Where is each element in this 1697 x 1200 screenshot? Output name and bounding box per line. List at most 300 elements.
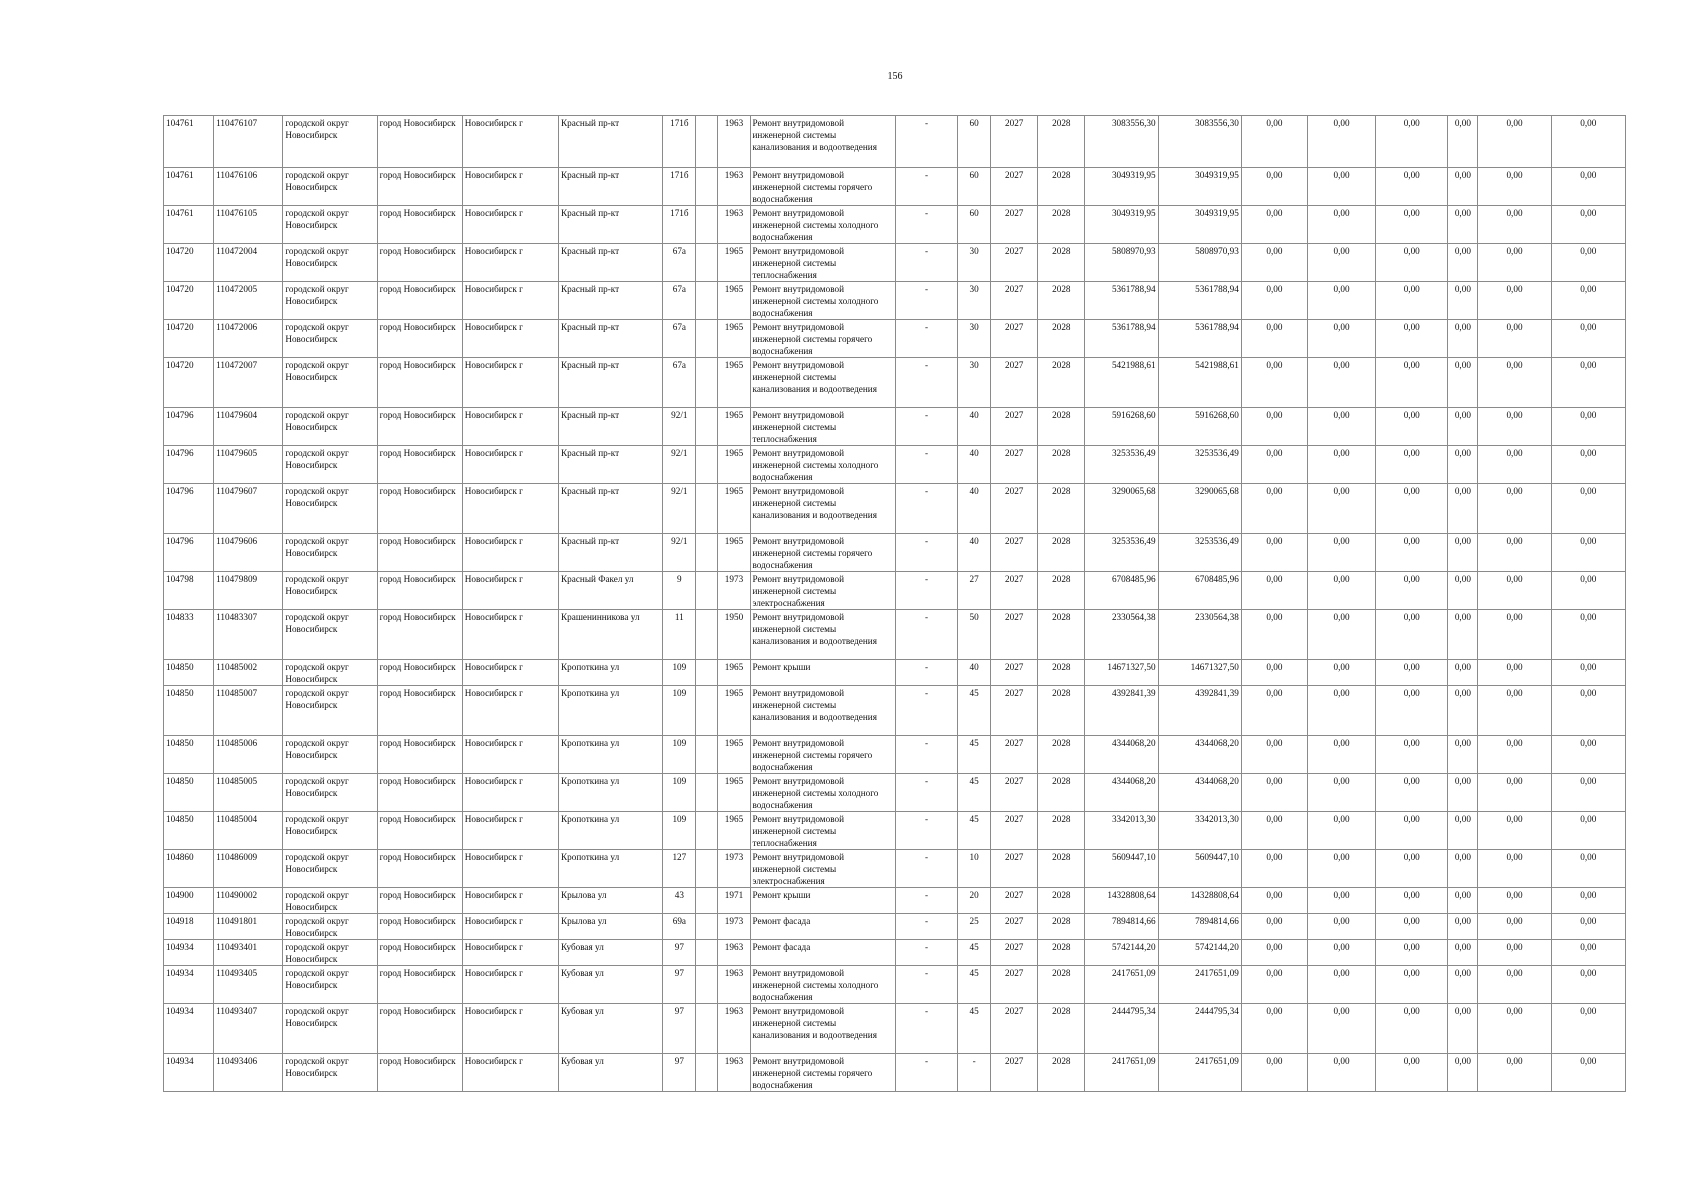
street: Красный пр-кт [559, 244, 663, 282]
dash-cell: - [895, 1004, 957, 1054]
value-1: 0,00 [1241, 888, 1307, 914]
value-6: 0,00 [1551, 244, 1625, 282]
wear-percent: 40 [958, 446, 991, 484]
value-4: 0,00 [1448, 534, 1478, 572]
district: городской округ Новосибирск [283, 966, 377, 1004]
wear-percent: 30 [958, 320, 991, 358]
wear-percent: 30 [958, 358, 991, 408]
build-year: 1965 [718, 282, 750, 320]
build-year: 1973 [718, 914, 750, 940]
house-number: 67а [663, 244, 696, 282]
value-5: 0,00 [1478, 914, 1551, 940]
house-number: 171б [663, 206, 696, 244]
value-5: 0,00 [1478, 244, 1551, 282]
value-1: 0,00 [1241, 966, 1307, 1004]
value-6: 0,00 [1551, 888, 1625, 914]
settlement: город Новосибирск [377, 774, 462, 812]
start-year: 2027 [991, 282, 1038, 320]
value-6: 0,00 [1551, 940, 1625, 966]
wear-percent: 40 [958, 408, 991, 446]
city: Новосибирск г [462, 484, 558, 534]
row-id: 104934 [164, 1004, 214, 1054]
settlement: город Новосибирск [377, 484, 462, 534]
value-6: 0,00 [1551, 812, 1625, 850]
value-5: 0,00 [1478, 446, 1551, 484]
value-1: 0,00 [1241, 484, 1307, 534]
row-id: 104934 [164, 966, 214, 1004]
row-id: 104796 [164, 408, 214, 446]
street: Кропоткина ул [559, 850, 663, 888]
table-row [164, 1004, 1626, 1054]
empty-cell [696, 774, 718, 812]
work-type: Ремонт внутридомовой инженерной системы горячего водоснабжения [750, 1054, 895, 1092]
start-year: 2027 [991, 812, 1038, 850]
value-4: 0,00 [1448, 1004, 1478, 1054]
dash-cell: - [895, 686, 957, 736]
row-id: 104796 [164, 446, 214, 484]
city: Новосибирск г [462, 282, 558, 320]
build-year: 1963 [718, 1054, 750, 1092]
build-year: 1963 [718, 168, 750, 206]
district: городской округ Новосибирск [283, 484, 377, 534]
build-year: 1965 [718, 244, 750, 282]
amount-cost: 4344068,20 [1158, 774, 1241, 812]
build-year: 1965 [718, 446, 750, 484]
empty-cell [696, 206, 718, 244]
city: Новосибирск г [462, 888, 558, 914]
settlement: город Новосибирск [377, 1004, 462, 1054]
district: городской округ Новосибирск [283, 408, 377, 446]
work-code: 110483307 [214, 610, 283, 660]
total-cost: 4344068,20 [1085, 774, 1158, 812]
end-year: 2028 [1038, 572, 1085, 610]
district: городской округ Новосибирск [283, 534, 377, 572]
value-2: 0,00 [1307, 282, 1375, 320]
value-5: 0,00 [1478, 484, 1551, 534]
build-year: 1965 [718, 358, 750, 408]
table-row [164, 812, 1626, 850]
build-year: 1963 [718, 1004, 750, 1054]
value-3: 0,00 [1376, 660, 1448, 686]
value-1: 0,00 [1241, 572, 1307, 610]
start-year: 2027 [991, 610, 1038, 660]
start-year: 2027 [991, 358, 1038, 408]
value-3: 0,00 [1376, 484, 1448, 534]
total-cost: 14328808,64 [1085, 888, 1158, 914]
value-5: 0,00 [1478, 850, 1551, 888]
value-1: 0,00 [1241, 660, 1307, 686]
work-type: Ремонт внутридомовой инженерной системы канализования и водоотведения [750, 686, 895, 736]
start-year: 2027 [991, 736, 1038, 774]
table-row [164, 168, 1626, 206]
table-row [164, 244, 1626, 282]
amount-cost: 4344068,20 [1158, 736, 1241, 774]
settlement: город Новосибирск [377, 888, 462, 914]
value-2: 0,00 [1307, 206, 1375, 244]
total-cost: 2330564,38 [1085, 610, 1158, 660]
total-cost: 5808970,93 [1085, 244, 1158, 282]
value-3: 0,00 [1376, 206, 1448, 244]
wear-percent: 40 [958, 484, 991, 534]
wear-percent: 60 [958, 116, 991, 168]
value-2: 0,00 [1307, 610, 1375, 660]
work-code: 110479605 [214, 446, 283, 484]
empty-cell [696, 244, 718, 282]
value-2: 0,00 [1307, 1004, 1375, 1054]
wear-percent: 45 [958, 736, 991, 774]
value-3: 0,00 [1376, 888, 1448, 914]
wear-percent: 45 [958, 774, 991, 812]
work-type: Ремонт внутридомовой инженерной системы холодного водоснабжения [750, 446, 895, 484]
row-id: 104850 [164, 774, 214, 812]
end-year: 2028 [1038, 358, 1085, 408]
value-3: 0,00 [1376, 446, 1448, 484]
row-id: 104720 [164, 320, 214, 358]
work-type: Ремонт внутридомовой инженерной системы горячего водоснабжения [750, 168, 895, 206]
value-6: 0,00 [1551, 484, 1625, 534]
build-year: 1950 [718, 610, 750, 660]
build-year: 1971 [718, 888, 750, 914]
repair-register-table [163, 115, 1626, 1092]
start-year: 2027 [991, 244, 1038, 282]
amount-cost: 4392841,39 [1158, 686, 1241, 736]
value-3: 0,00 [1376, 940, 1448, 966]
row-id: 104850 [164, 736, 214, 774]
row-id: 104761 [164, 206, 214, 244]
value-4: 0,00 [1448, 686, 1478, 736]
wear-percent: 45 [958, 812, 991, 850]
work-type: Ремонт внутридомовой инженерной системы электроснабжения [750, 850, 895, 888]
dash-cell: - [895, 282, 957, 320]
empty-cell [696, 660, 718, 686]
start-year: 2027 [991, 116, 1038, 168]
build-year: 1965 [718, 320, 750, 358]
value-2: 0,00 [1307, 408, 1375, 446]
house-number: 109 [663, 686, 696, 736]
end-year: 2028 [1038, 206, 1085, 244]
value-4: 0,00 [1448, 168, 1478, 206]
value-6: 0,00 [1551, 686, 1625, 736]
amount-cost: 5609447,10 [1158, 850, 1241, 888]
value-4: 0,00 [1448, 206, 1478, 244]
dash-cell: - [895, 774, 957, 812]
start-year: 2027 [991, 572, 1038, 610]
district: городской округ Новосибирск [283, 358, 377, 408]
total-cost: 3253536,49 [1085, 446, 1158, 484]
empty-cell [696, 1054, 718, 1092]
table-row [164, 736, 1626, 774]
street: Красный пр-кт [559, 484, 663, 534]
value-3: 0,00 [1376, 116, 1448, 168]
amount-cost: 2444795,34 [1158, 1004, 1241, 1054]
value-6: 0,00 [1551, 966, 1625, 1004]
city: Новосибирск г [462, 812, 558, 850]
dash-cell: - [895, 358, 957, 408]
total-cost: 6708485,96 [1085, 572, 1158, 610]
work-code: 110493401 [214, 940, 283, 966]
work-code: 110479604 [214, 408, 283, 446]
dash-cell: - [895, 1054, 957, 1092]
value-1: 0,00 [1241, 446, 1307, 484]
build-year: 1965 [718, 408, 750, 446]
amount-cost: 14671327,50 [1158, 660, 1241, 686]
table-row [164, 320, 1626, 358]
build-year: 1963 [718, 940, 750, 966]
house-number: 97 [663, 1054, 696, 1092]
city: Новосибирск г [462, 320, 558, 358]
wear-percent: 20 [958, 888, 991, 914]
settlement: город Новосибирск [377, 168, 462, 206]
settlement: город Новосибирск [377, 282, 462, 320]
value-5: 0,00 [1478, 610, 1551, 660]
district: городской округ Новосибирск [283, 610, 377, 660]
city: Новосибирск г [462, 572, 558, 610]
work-type: Ремонт внутридомовой инженерной системы канализования и водоотведения [750, 116, 895, 168]
end-year: 2028 [1038, 484, 1085, 534]
build-year: 1973 [718, 572, 750, 610]
work-code: 110472005 [214, 282, 283, 320]
work-type: Ремонт крыши [750, 888, 895, 914]
row-id: 104761 [164, 168, 214, 206]
total-cost: 4392841,39 [1085, 686, 1158, 736]
empty-cell [696, 686, 718, 736]
start-year: 2027 [991, 940, 1038, 966]
work-type: Ремонт внутридомовой инженерной системы канализования и водоотведения [750, 1004, 895, 1054]
empty-cell [696, 914, 718, 940]
total-cost: 2444795,34 [1085, 1004, 1158, 1054]
wear-percent: 30 [958, 282, 991, 320]
row-id: 104833 [164, 610, 214, 660]
value-2: 0,00 [1307, 686, 1375, 736]
end-year: 2028 [1038, 660, 1085, 686]
work-type: Ремонт внутридомовой инженерной системы холодного водоснабжения [750, 774, 895, 812]
value-1: 0,00 [1241, 1054, 1307, 1092]
value-1: 0,00 [1241, 812, 1307, 850]
dash-cell: - [895, 940, 957, 966]
settlement: город Новосибирск [377, 812, 462, 850]
district: городской округ Новосибирск [283, 116, 377, 168]
value-4: 0,00 [1448, 484, 1478, 534]
start-year: 2027 [991, 888, 1038, 914]
house-number: 109 [663, 774, 696, 812]
value-3: 0,00 [1376, 408, 1448, 446]
house-number: 43 [663, 888, 696, 914]
row-id: 104720 [164, 282, 214, 320]
house-number: 127 [663, 850, 696, 888]
work-code: 110490002 [214, 888, 283, 914]
dash-cell: - [895, 966, 957, 1004]
dash-cell: - [895, 534, 957, 572]
value-2: 0,00 [1307, 850, 1375, 888]
table-row [164, 534, 1626, 572]
value-2: 0,00 [1307, 774, 1375, 812]
start-year: 2027 [991, 966, 1038, 1004]
value-1: 0,00 [1241, 282, 1307, 320]
house-number: 92/1 [663, 446, 696, 484]
value-4: 0,00 [1448, 660, 1478, 686]
build-year: 1965 [718, 660, 750, 686]
city: Новосибирск г [462, 774, 558, 812]
start-year: 2027 [991, 206, 1038, 244]
dash-cell: - [895, 888, 957, 914]
street: Кубовая ул [559, 1054, 663, 1092]
value-1: 0,00 [1241, 850, 1307, 888]
house-number: 171б [663, 116, 696, 168]
house-number: 69а [663, 914, 696, 940]
value-3: 0,00 [1376, 610, 1448, 660]
work-code: 110472007 [214, 358, 283, 408]
empty-cell [696, 812, 718, 850]
start-year: 2027 [991, 1004, 1038, 1054]
district: городской округ Новосибирск [283, 446, 377, 484]
street: Кропоткина ул [559, 736, 663, 774]
empty-cell [696, 320, 718, 358]
value-2: 0,00 [1307, 484, 1375, 534]
amount-cost: 3253536,49 [1158, 534, 1241, 572]
street: Кубовая ул [559, 940, 663, 966]
city: Новосибирск г [462, 850, 558, 888]
dash-cell: - [895, 244, 957, 282]
value-1: 0,00 [1241, 940, 1307, 966]
end-year: 2028 [1038, 812, 1085, 850]
value-3: 0,00 [1376, 358, 1448, 408]
dash-cell: - [895, 116, 957, 168]
amount-cost: 5808970,93 [1158, 244, 1241, 282]
city: Новосибирск г [462, 358, 558, 408]
value-1: 0,00 [1241, 358, 1307, 408]
city: Новосибирск г [462, 660, 558, 686]
value-1: 0,00 [1241, 116, 1307, 168]
wear-percent: 60 [958, 168, 991, 206]
table-row [164, 660, 1626, 686]
build-year: 1965 [718, 686, 750, 736]
house-number: 92/1 [663, 484, 696, 534]
house-number: 67а [663, 320, 696, 358]
end-year: 2028 [1038, 116, 1085, 168]
house-number: 97 [663, 940, 696, 966]
settlement: город Новосибирск [377, 966, 462, 1004]
amount-cost: 3049319,95 [1158, 206, 1241, 244]
value-2: 0,00 [1307, 534, 1375, 572]
wear-percent: 45 [958, 966, 991, 1004]
table-row [164, 610, 1626, 660]
value-2: 0,00 [1307, 940, 1375, 966]
table-row [164, 850, 1626, 888]
street: Красный пр-кт [559, 116, 663, 168]
value-6: 0,00 [1551, 736, 1625, 774]
city: Новосибирск г [462, 408, 558, 446]
end-year: 2028 [1038, 610, 1085, 660]
work-type: Ремонт внутридомовой инженерной системы холодного водоснабжения [750, 966, 895, 1004]
work-type: Ремонт фасада [750, 940, 895, 966]
settlement: город Новосибирск [377, 358, 462, 408]
work-type: Ремонт внутридомовой инженерной системы канализования и водоотведения [750, 484, 895, 534]
table-row [164, 358, 1626, 408]
value-4: 0,00 [1448, 914, 1478, 940]
value-4: 0,00 [1448, 446, 1478, 484]
dash-cell: - [895, 914, 957, 940]
district: городской округ Новосибирск [283, 206, 377, 244]
amount-cost: 3049319,95 [1158, 168, 1241, 206]
wear-percent: 60 [958, 206, 991, 244]
value-6: 0,00 [1551, 408, 1625, 446]
value-1: 0,00 [1241, 736, 1307, 774]
value-5: 0,00 [1478, 282, 1551, 320]
dash-cell: - [895, 484, 957, 534]
row-id: 104850 [164, 812, 214, 850]
amount-cost: 5361788,94 [1158, 282, 1241, 320]
work-type: Ремонт внутридомовой инженерной системы электроснабжения [750, 572, 895, 610]
value-3: 0,00 [1376, 534, 1448, 572]
row-id: 104850 [164, 686, 214, 736]
end-year: 2028 [1038, 966, 1085, 1004]
value-6: 0,00 [1551, 1054, 1625, 1092]
wear-percent: 25 [958, 914, 991, 940]
dash-cell: - [895, 850, 957, 888]
start-year: 2027 [991, 660, 1038, 686]
work-code: 110486009 [214, 850, 283, 888]
street: Красный пр-кт [559, 534, 663, 572]
value-2: 0,00 [1307, 736, 1375, 774]
start-year: 2027 [991, 1054, 1038, 1092]
row-id: 104850 [164, 660, 214, 686]
value-5: 0,00 [1478, 940, 1551, 966]
house-number: 92/1 [663, 534, 696, 572]
value-2: 0,00 [1307, 812, 1375, 850]
end-year: 2028 [1038, 244, 1085, 282]
start-year: 2027 [991, 914, 1038, 940]
build-year: 1963 [718, 966, 750, 1004]
wear-percent: 27 [958, 572, 991, 610]
value-1: 0,00 [1241, 206, 1307, 244]
value-3: 0,00 [1376, 168, 1448, 206]
value-5: 0,00 [1478, 320, 1551, 358]
house-number: 9 [663, 572, 696, 610]
value-5: 0,00 [1478, 408, 1551, 446]
district: городской округ Новосибирск [283, 572, 377, 610]
work-code: 110476105 [214, 206, 283, 244]
district: городской округ Новосибирск [283, 244, 377, 282]
city: Новосибирск г [462, 1054, 558, 1092]
end-year: 2028 [1038, 282, 1085, 320]
value-1: 0,00 [1241, 914, 1307, 940]
empty-cell [696, 282, 718, 320]
value-4: 0,00 [1448, 408, 1478, 446]
city: Новосибирск г [462, 686, 558, 736]
city: Новосибирск г [462, 206, 558, 244]
city: Новосибирск г [462, 940, 558, 966]
end-year: 2028 [1038, 168, 1085, 206]
value-5: 0,00 [1478, 812, 1551, 850]
house-number: 109 [663, 660, 696, 686]
value-2: 0,00 [1307, 358, 1375, 408]
start-year: 2027 [991, 168, 1038, 206]
amount-cost: 5742144,20 [1158, 940, 1241, 966]
value-5: 0,00 [1478, 966, 1551, 1004]
wear-percent: 45 [958, 940, 991, 966]
table-row [164, 484, 1626, 534]
settlement: город Новосибирск [377, 940, 462, 966]
wear-percent: 40 [958, 534, 991, 572]
city: Новосибирск г [462, 446, 558, 484]
wear-percent: 45 [958, 686, 991, 736]
dash-cell: - [895, 736, 957, 774]
value-2: 0,00 [1307, 244, 1375, 282]
value-6: 0,00 [1551, 168, 1625, 206]
amount-cost: 3342013,30 [1158, 812, 1241, 850]
empty-cell [696, 572, 718, 610]
settlement: город Новосибирск [377, 660, 462, 686]
